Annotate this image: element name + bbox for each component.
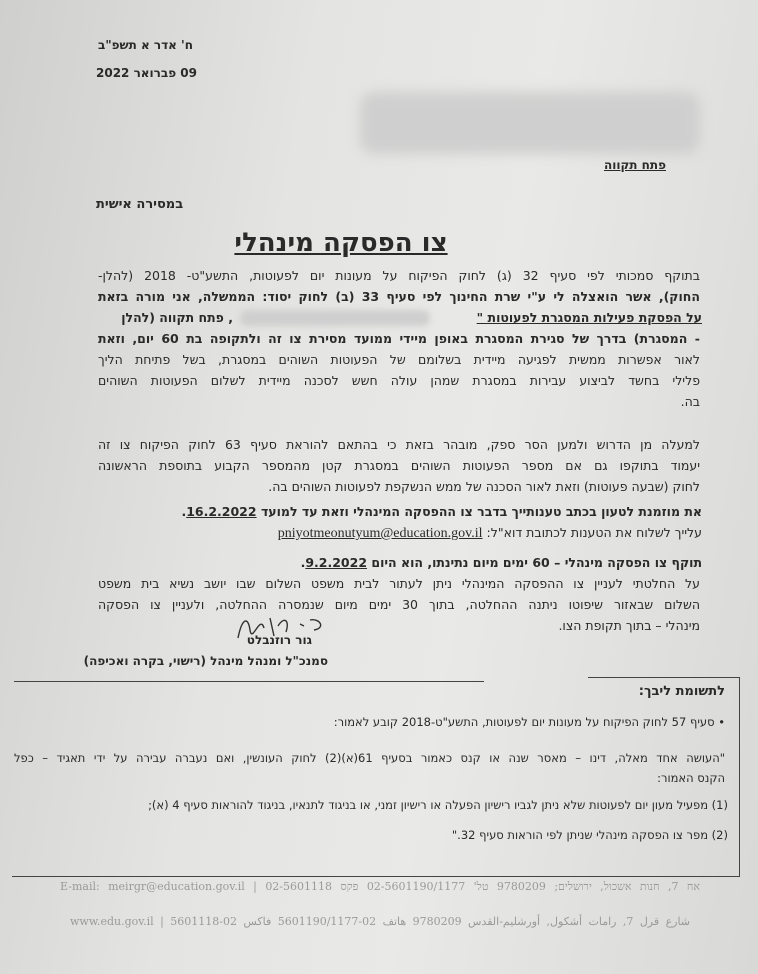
- notice-item: (2) מפר צו הפסקה מינהלי שניתן לפי הוראות סעיף 32.": [451, 828, 728, 842]
- footer-hebrew-contact: אח 7, חנות אשכול, ירושלים; 9780209 טל' 02-5601190/1177 פקס 02-5601118 | E-mail: meirgr@education.gov.il: [60, 880, 700, 893]
- notice-item: (1) מפעיל מעון יום לפעוטות שלא ניתן לגביו רישיון הפעלה או רישיון זמני, או בניגוד לתנאיו, בניגוד להוראות סעיף 4 (א);: [148, 798, 728, 812]
- paragraph1-line: , פתח תקווה (להלן: [121, 310, 233, 325]
- footer-arabic-contact: شارع قرل 7, رامات أشكول, أورشليم-القدس 9780209 هاتف 02-5601190/1177 فاكس 02-5601118 | www.edu.gov.il: [70, 915, 691, 928]
- paragraph1-line: בה.: [680, 394, 700, 409]
- signer-name: גור רוזנבלט: [246, 633, 312, 647]
- paragraph1-line: החוק), אשר הואצלה לי ע"י שרת החינוך לפי סעיף 33 (ב) לחוק יסוד: הממשלה, אני מורה בזאת: [98, 289, 700, 304]
- paragraph1-line: - המסגרת) בדרך של סגירת המסגרת באופן מיידי ממועד מסירת צו זה ולתקופה בת 60 יום, וזאת: [98, 331, 700, 346]
- notice-heading: לתשומת ליבך:: [638, 684, 725, 699]
- paragraph2-line: יעמוד בתוקפו גם אם מספר הפעוטות השוהים במסגרת קטן מהמספר הקבוע בתוספת הראשונה: [98, 458, 700, 473]
- validity-line: על החלטתי לעניין צו ההפסקה המינהלי ניתן לעתור לבית משפט השלום שבו יושב נשיא בית משפט: [98, 576, 700, 591]
- appeal-deadline: 16.2.2022: [186, 504, 257, 519]
- paragraph1-line: על הפסקת פעילות המסגרת לפעוטות ": [476, 310, 702, 325]
- validity-line: השלום שבאזור שיפוטו ניתנה ההחלטה, בתוך 30 ימים מיום שנמסרה ההחלטה, ולעניין צו הפסקה: [98, 597, 700, 612]
- paragraph2-line: למעלה מן הדרוש ולמען הסר ספק, מובהר בזאת כי בהתאם להוראת סעיף 63 לחוק הפיקוח צו זה: [98, 437, 700, 452]
- paragraph1-line: פלילי בחשד לביצוע עבירות במסגרת שמהן עולה חשש לסכנה מיידית לשלום הפעוטות השוהים: [98, 373, 700, 388]
- paragraph1-line: לאור אפשרות ממשית לפגיעה מיידית בשלומם של הפעוטות השוהים במסגרת, בשל פתיחת הליך: [98, 352, 700, 367]
- paragraph1-line: בתוקף סמכותי לפי סעיף 32 (ג) לחוק הפיקוח על מעונות יום לפעוטות, התשע"ט- 2018 (להלן-: [98, 268, 700, 283]
- gregorian-date: 09 פברואר 2022: [96, 66, 197, 80]
- validity-text: תוקף צו הפסקה מינהלי – 60 ימים מיום נתינתו, הוא היום: [371, 555, 702, 570]
- notice-box-top: [588, 677, 740, 678]
- notice-quote: הקנס האמור:: [657, 771, 725, 785]
- city: פתח תקווה: [603, 158, 666, 172]
- validity-date: 9.2.2022: [305, 555, 368, 570]
- redacted-recipient: [360, 92, 700, 154]
- page-title: צו הפסקה מינהלי: [234, 228, 448, 258]
- validity-line: מינהלי – בתוך תקופת הצו.: [558, 618, 700, 633]
- divider: [14, 681, 484, 682]
- hebrew-date: ח' אדר א תשפ"ב: [98, 38, 193, 52]
- appeal-text: את מוזמנת לטעון בכתב טענותייך בדבר צו ההפסקה המינהלי וזאת עד למועד: [260, 504, 702, 519]
- notice-box-bottom: [12, 876, 740, 877]
- redacted-name: [240, 310, 430, 326]
- paragraph2-line: לחוק (שבעה פעוטות) וזאת לאור הסכנה של ממש הנשקפת לפעוטות השוהים בה.: [268, 479, 700, 494]
- appeal-email-label: עלייך לשלוח את הטענות לכתובת דוא"ל:: [486, 525, 702, 540]
- notice-quote: "העושה אחד מאלה, דינו – מאסר שנה או קנס כאמור בסעיף 61(א)(2) לחוק העונשין, ואם נעברה עבירה על ידי תאגיד – כפל: [14, 751, 725, 765]
- delivery-method: במסירה אישית: [96, 197, 184, 212]
- notice-intro: • סעיף 57 לחוק הפיקוח על מעונות יום לפעוטות, התשע"ט-2018 קובע לאמור:: [333, 715, 725, 729]
- appeal-email-link[interactable]: pniyotmeonutyum@education.gov.il: [277, 526, 483, 541]
- signer-role: סמנכ"ל ומנהל מינהל (רישוי, בקרה ואכיפה): [83, 654, 328, 668]
- notice-box-right: [739, 677, 740, 877]
